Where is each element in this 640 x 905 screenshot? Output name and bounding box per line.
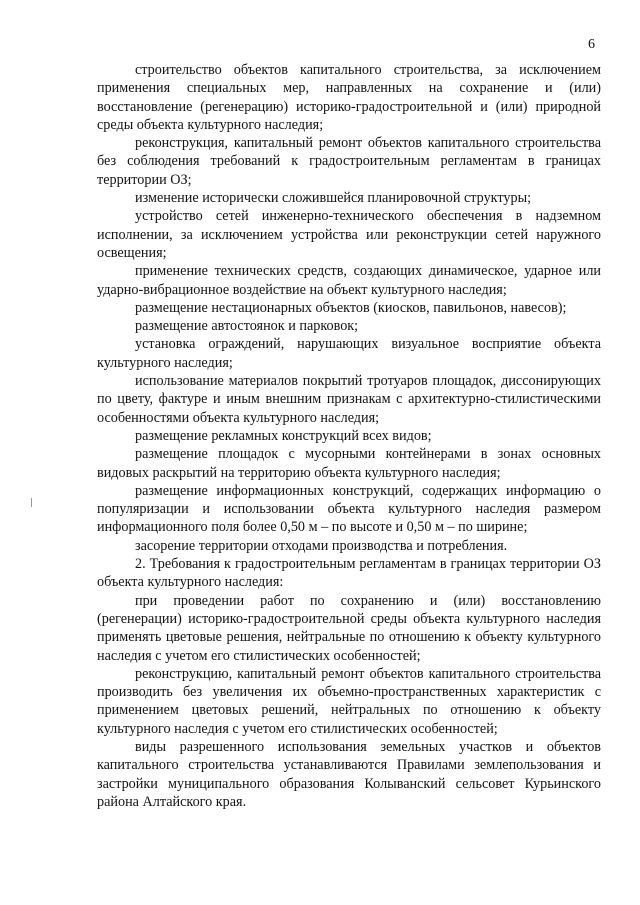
paragraph-section-2-heading: 2. Требования к градостроительным регламентам в границах территории ОЗ объекта культурного наследия: <box>97 556 601 591</box>
paragraph-parking: размещение автостоянок и парковок; <box>135 318 359 335</box>
paragraph-information-structures: размещение информационных конструкций, содержащих информацию о популяризации и использовании объекта культурного наследия размером информационного поля более 0,50 м – по высоте и 0,50 м – по ширине; <box>97 482 601 536</box>
paragraph-construction-ban: строительство объектов капитального строительства, за исключением применения специальных мер, направленных на сохранение и (или) восстановление (регенерацию) историко-градостроительной и (или) природной среды объекта культурного наследия; <box>97 62 601 133</box>
paragraph-permitted-use: виды разрешенного использования земельных участков и объектов капитального строительства устанавливаются Правилами землепользования и застройки муниципального образования Колыванский сельсовет Курьинского района Алтайского края. <box>97 738 601 810</box>
margin-mark <box>31 498 32 507</box>
paragraph-planning-structure: изменение исторически сложившейся планировочной структуры; <box>135 190 532 207</box>
paragraph-non-stationary-objects: размещение нестационарных объектов (киосков, павильонов, навесов); <box>135 299 567 316</box>
paragraph-color-solutions: при проведении работ по сохранению и (или) восстановлению (регенерации) историко-градостроительной среды объекта культурного наследия применять цветовые решения, нейтральные по отношению к объекту культурного наследия с учетом его стилистических особенностей; <box>97 592 601 664</box>
paragraph-reconstruction-ban: реконструкция, капитальный ремонт объектов капитального строительства без соблюдения требований к градостроительным регламентам в границах территории ОЗ; <box>97 135 601 188</box>
paragraph-vibration-impact: применение технических средств, создающих динамическое, ударное или ударно-вибрационное воздействие на объект культурного наследия; <box>97 263 601 298</box>
paragraph-reconstruction-rules: реконструкцию, капитальный ремонт объектов капитального строительства производить без увеличения их объемно-пространственных характеристик с применением цветовых решений, нейтральных по отношению к объекту культурного наследия с учетом его стилистических особенностей; <box>97 665 601 737</box>
paragraph-littering: засорение территории отходами производства и потребления. <box>135 537 508 554</box>
document-body <box>97 61 601 811</box>
paragraph-waste-containers: размещение площадок с мусорными контейнерами в зонах основных видовых раскрытий на территорию объекта культурного наследия; <box>97 446 601 481</box>
paragraph-fences: установка ограждений, нарушающих визуальное восприятие объекта культурного наследия; <box>97 336 601 371</box>
page-number: 6 <box>588 37 595 52</box>
paragraph-advertising: размещение рекламных конструкций всех видов; <box>135 427 432 444</box>
paragraph-engineering-networks: устройство сетей инженерно-технического обеспечения в надземном исполнении, за исключением устройства или реконструкции сетей наружного освещения; <box>97 208 601 261</box>
paragraph-paving-materials: использование материалов покрытий тротуаров площадок, диссонирующих по цвету, фактуре и иным внешним признакам с архитектурно-стилистическими особенностями объекта культурного наследия; <box>97 373 601 426</box>
